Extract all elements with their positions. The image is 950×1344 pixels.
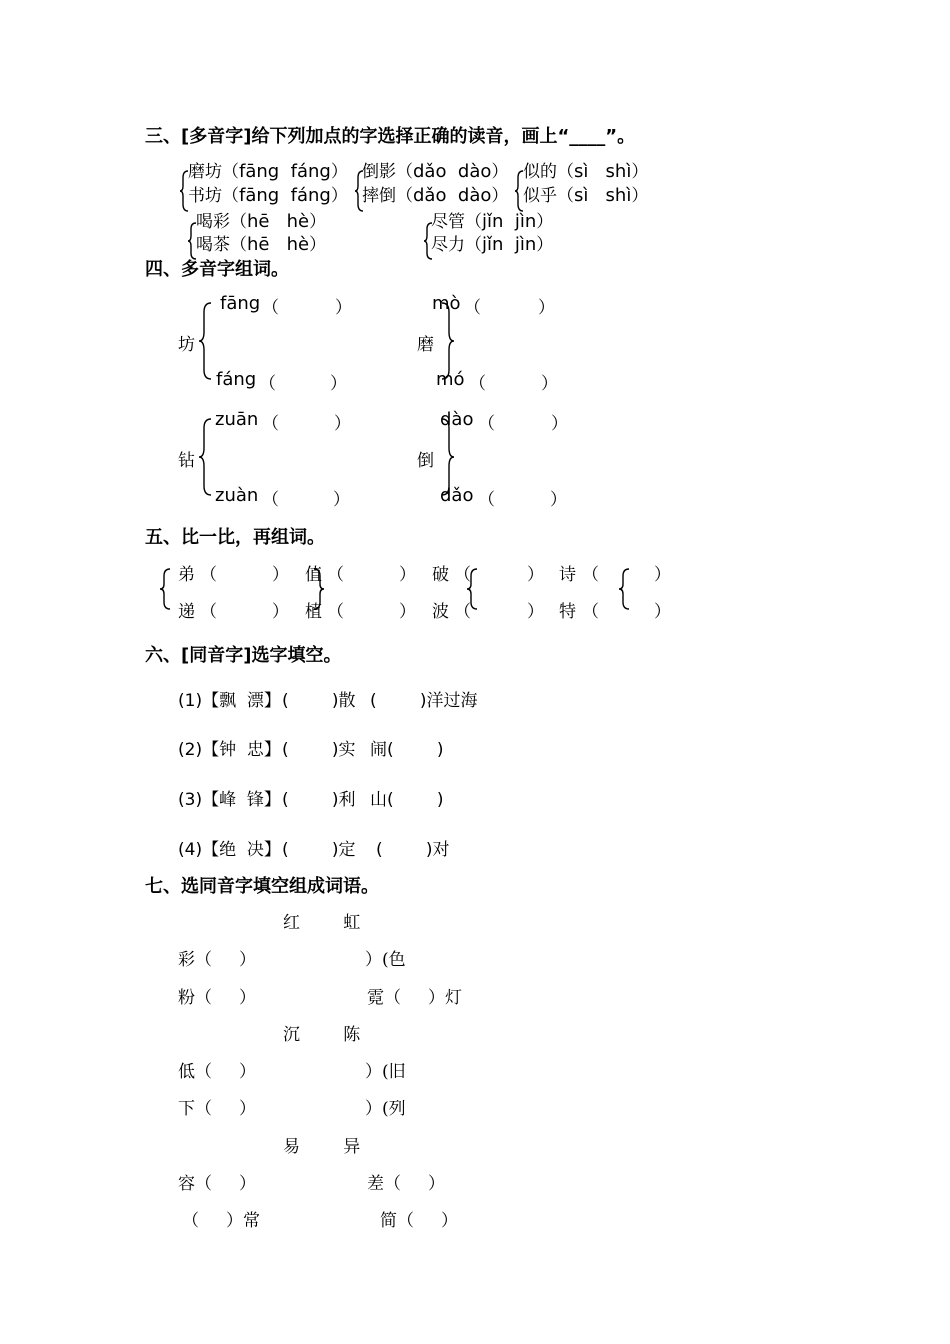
blank-open: （ [262, 414, 279, 434]
s6-blank: ( )实 [282, 740, 356, 760]
s6-blank: 山( ) [370, 790, 444, 810]
s4-char: 钻 [178, 451, 195, 471]
s7-blank: 简（ ） [380, 1211, 459, 1231]
blank-close: ） [551, 414, 568, 434]
s5-char: 波 [432, 602, 449, 622]
s6-blank: 闹( ) [370, 740, 444, 760]
blank-open: （ [200, 565, 217, 585]
s7-blank: 差（ ） [367, 1174, 446, 1194]
s7-blank: 下（ ） [178, 1099, 257, 1119]
s4-char: 倒 [417, 451, 434, 471]
s4-reading: mó [436, 369, 465, 390]
s3-item-shuaidao: 摔倒（dǎo dào） [362, 185, 509, 206]
s7-blank: 容（ ） [178, 1174, 257, 1194]
s6-blank: ( )利 [282, 790, 356, 810]
brace-icon [199, 302, 213, 380]
blank-open: （ [478, 490, 495, 510]
s6-blank: ( )洋过海 [370, 691, 478, 711]
blank-close: ） [550, 490, 567, 510]
blank-open: （ [327, 565, 344, 585]
blank-close: ） [654, 565, 671, 585]
s5-char: 植 [305, 602, 322, 622]
s5-char: 值 [305, 565, 322, 585]
section-6-title: 六、[同音字]选字填空。 [145, 645, 342, 666]
s4-reading: dào [440, 409, 474, 430]
section-7-title: 七、选同音字填空组成词语。 [145, 876, 379, 897]
s3-item-hecai: 喝彩（hē hè） [196, 211, 327, 232]
s3-item-side: 似的（sì shì） [523, 161, 649, 182]
blank-close: ） [335, 298, 352, 318]
brace-icon [160, 568, 172, 610]
s3-item-shufang: 书坊（fāng fáng） [188, 185, 348, 206]
blank-open: （ [582, 565, 599, 585]
blank-open: （ [454, 565, 471, 585]
blank-close: ） [654, 602, 671, 622]
brace-icon [619, 568, 631, 610]
blank-open: （ [478, 414, 495, 434]
s6-line: (2)【钟 忠】 [178, 740, 281, 760]
s4-reading: fáng [216, 369, 257, 390]
blank-open: （ [259, 374, 276, 394]
s7-choices: 红 虹 [283, 913, 361, 933]
s4-reading: fāng [220, 293, 261, 314]
blank-close: ） [333, 490, 350, 510]
s4-reading: mò [432, 293, 461, 314]
s5-char: 弟 [178, 565, 195, 585]
s3-item-mofang: 磨坊（fāng fáng） [188, 161, 348, 182]
s7-blank: 低（ ） [178, 1062, 257, 1082]
s4-reading: zuān [215, 409, 259, 430]
s7-blank: 彩（ ） [178, 950, 257, 970]
s7-blank: 粉（ ） [178, 988, 257, 1008]
brace-icon [199, 418, 213, 496]
s3-item-hecha: 喝茶（hē hè） [196, 234, 327, 255]
s4-char: 磨 [417, 335, 434, 355]
blank-open: （ [454, 602, 471, 622]
s7-choices: 易 异 [283, 1137, 361, 1157]
s3-item-jinli: 尽力（jǐn jìn） [431, 234, 554, 255]
blank-open: （ [262, 298, 279, 318]
blank-close: ） [527, 565, 544, 585]
blank-open: （ [469, 374, 486, 394]
s6-blank: ( )散 [282, 691, 356, 711]
blank-close: ） [541, 374, 558, 394]
blank-close: ） [527, 602, 544, 622]
blank-open: （ [582, 602, 599, 622]
blank-open: （ [327, 602, 344, 622]
s3-item-daoying: 倒影（dǎo dào） [362, 161, 509, 182]
s4-char: 坊 [178, 335, 195, 355]
blank-close: ） [330, 374, 347, 394]
s5-char: 递 [178, 602, 195, 622]
s3-item-sihu: 似乎（sì shì） [523, 185, 649, 206]
s6-line: (1)【飘 漂】 [178, 691, 281, 711]
s5-char: 特 [559, 602, 576, 622]
s7-blank: ）(旧 [365, 1062, 406, 1082]
s7-blank: 霓（ ）灯 [367, 988, 463, 1008]
section-3-title: 三、[多音字]给下列加点的字选择正确的读音，画上“____”。 [145, 126, 636, 147]
s5-char: 破 [432, 565, 449, 585]
blank-close: ） [399, 602, 416, 622]
blank-close: ） [272, 602, 289, 622]
s3-item-jinguan: 尽管（jǐn jìn） [431, 211, 554, 232]
blank-close: ） [334, 414, 351, 434]
s6-line: (4)【绝 决】 [178, 840, 281, 860]
s7-blank: （ ）常 [182, 1211, 261, 1231]
s4-reading: dǎo [440, 485, 474, 506]
s4-reading: zuàn [215, 485, 259, 506]
blank-open: （ [200, 602, 217, 622]
s7-choices: 沉 陈 [283, 1025, 361, 1045]
blank-close: ） [538, 298, 555, 318]
s6-blank: ( )定 [282, 840, 356, 860]
blank-open: （ [262, 490, 279, 510]
blank-close: ） [272, 565, 289, 585]
s6-line: (3)【峰 锋】 [178, 790, 281, 810]
s5-char: 诗 [559, 565, 576, 585]
blank-open: （ [464, 298, 481, 318]
section-5-title: 五、比一比，再组词。 [145, 527, 325, 548]
blank-close: ） [399, 565, 416, 585]
s7-blank: ）(色 [365, 950, 406, 970]
s6-blank: ( )对 [376, 840, 450, 860]
s7-blank: ）(列 [365, 1099, 406, 1119]
section-4-title: 四、多音字组词。 [145, 259, 289, 280]
